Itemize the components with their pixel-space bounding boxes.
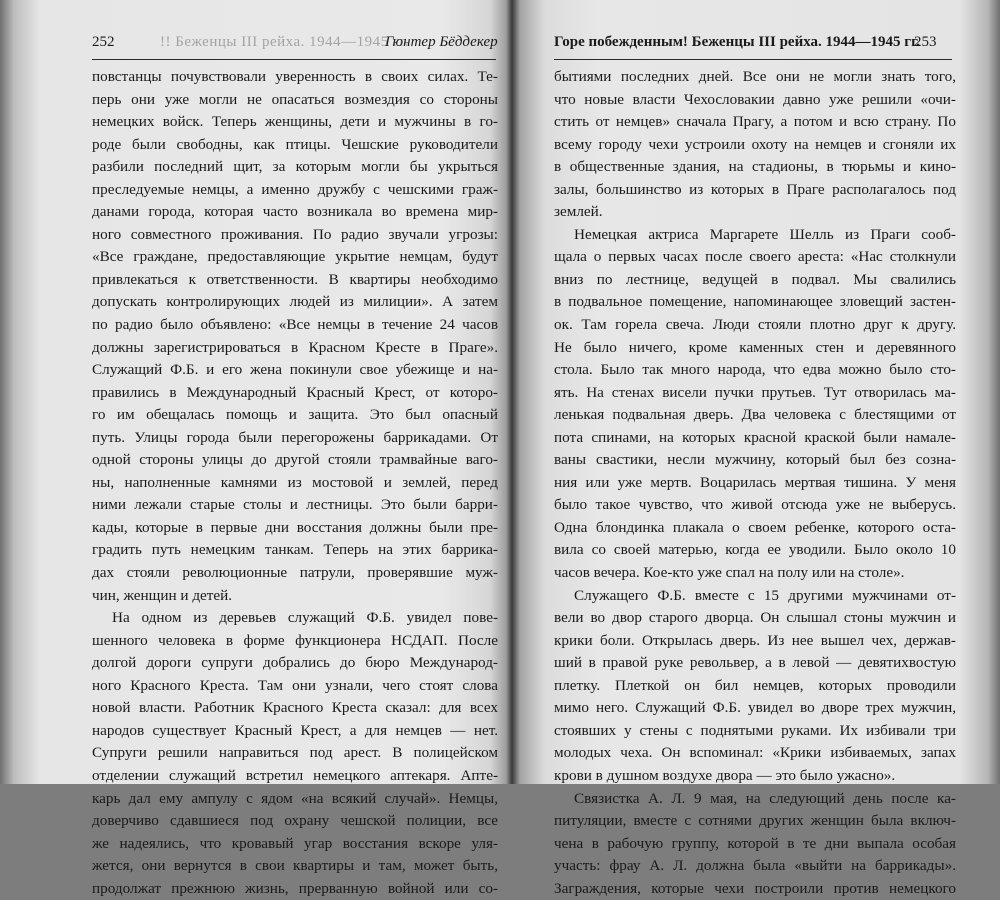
text-line: в общественные здания, на стадионы, в тюрьмы и кино-	[554, 158, 956, 176]
show-through-header: !! Беженцы III рейха. 1944—1945 гг.	[160, 34, 409, 50]
text-line: пота спинами, на которых красной краской были намале-	[554, 428, 956, 446]
text-line: Связистка А. Л. 9 мая, на следующий день после ка-	[574, 789, 956, 807]
left-page-text	[92, 66, 498, 900]
right-page	[512, 0, 1000, 897]
text-line: щала о первых часах после своего ареста: «Нас столкнули	[554, 248, 956, 266]
text-line: ший в правой руке револьвер, а в левой — девятихвостую	[554, 654, 956, 672]
text-line: допускать контролирующих людей из милиции». А затем	[92, 293, 498, 311]
right-header-rule	[554, 59, 952, 60]
text-line: было такое чувство, что живой отсюда уже не выберусь.	[554, 496, 956, 514]
text-line: вила со своей матерью, когда ее уводили. Было около 10	[554, 541, 956, 559]
text-line: привлекаться к ответственности. В квартиры необходимо	[92, 270, 498, 288]
text-line: молодых чеха. Он вспоминал: «Крики избиваемых, запах	[554, 744, 956, 762]
text-line: роде были свободны, как птицы. Чешские руководители	[92, 135, 498, 153]
text-line: градить путь немецким танкам. Теперь на этих баррика-	[92, 541, 498, 559]
text-line: землей.	[554, 203, 603, 221]
text-line: немецких войск. Теперь женщины, дети и мужчины в го-	[92, 113, 498, 131]
text-line: путь. Улицы города были перегорожены баррикадами. От	[92, 428, 498, 446]
text-line: народов существует Красный Крест, а для немцев — нет.	[92, 721, 498, 739]
text-line: ваны свастики, несли мужчину, который был без созна-	[554, 451, 956, 469]
text-line: карь дал ему ампулу с ядом «на всякий случай». Немцы,	[92, 789, 498, 807]
left-header-rule	[92, 59, 496, 60]
text-line: На одном из деревьев служащий Ф.Б. увидел пове-	[112, 609, 498, 627]
text-line: перь они уже могли не опасаться возмездия со стороны	[92, 90, 498, 108]
text-line: что новые власти Чехословакии давно уже решили «очи-	[554, 90, 956, 108]
text-line: преследуемые немцы, а именно дружбу с чешскими граж-	[92, 180, 498, 198]
text-line: ного совместного проживания. По радио звучали угрозы:	[92, 225, 498, 243]
text-line: стоявших у стены с поднятыми руками. Их избивали три	[554, 721, 956, 739]
text-line: «Все граждане, предоставляющие укрытие немцам, будут	[92, 248, 498, 266]
text-line: часов вечера. Кое-кто уже спал на полу или на столе».	[554, 564, 905, 582]
text-line: ять. На стенах висели пучки прутьев. Тут отворилась ма-	[554, 383, 956, 401]
text-line: должны зарегистрироваться в Красном Кресте в Праге».	[92, 338, 498, 356]
text-line: правились в Международный Красный Крест, от которо-	[92, 383, 498, 401]
text-line: крови в душном воздухе двора — это было ужасно».	[554, 766, 896, 784]
text-line: отделении служащий встретил немецкого аптекаря. Апте-	[92, 766, 498, 784]
text-line: одной стороны улицы до другой стояли трамвайные ваго-	[92, 451, 498, 469]
text-line: повстанцы почувствовали уверенность в своих силах. Те-	[92, 68, 498, 85]
text-line: ного Красного Креста. Там они узнали, чего стоят слова	[92, 676, 498, 694]
text-line: мимо него. Служащий Ф.Б. увидел во дворе трех мужчин,	[554, 699, 956, 717]
text-line: ния или уже мертв. Воцарилась мертвая тишина. У меня	[554, 473, 956, 491]
text-line: чена в рабочую группу, которой в те дни выпала особая	[554, 834, 956, 852]
text-line: чин, женщин и детей.	[92, 586, 233, 604]
text-line: вели во двор старого дворца. Он слышал стоны мужчин и	[554, 609, 956, 627]
text-line: дах стояли революционные патрули, проверявшие муж-	[92, 564, 498, 582]
text-line: стола. Было так много народа, что едва можно было сто-	[554, 361, 956, 379]
left-page-number: 252	[92, 34, 115, 50]
text-line: разбили последний щит, за которым могли бы укрыться	[92, 158, 498, 176]
text-line: участь: фрау А. Л. должна была «выйти на баррикады».	[554, 857, 956, 875]
text-line: Супруги решили направиться под арест. В полицейском	[92, 744, 498, 762]
text-line: шенного человека в форме функционера НСДАП. После	[92, 631, 498, 649]
text-line: плетку. Плеткой он бил немцев, которых проводили	[554, 676, 956, 694]
right-running-head: Горе побежденным! Беженцы III рейха. 1944—1945 гг.	[554, 34, 920, 50]
text-line: продолжат прежнюю жизнь, прерванную войной или со-	[92, 879, 498, 897]
text-line: долгой дороги супруги добрались до бюро Международ-	[92, 654, 498, 672]
text-line: же надеялись, что кровавый угар восстания вскоре уля-	[92, 834, 498, 852]
text-line: всему городу чехи устроили охоту на немцев и сгоняли их	[554, 135, 956, 153]
text-line: жется, они вернутся в свои квартиры и там, может быть,	[92, 857, 498, 875]
text-line: по радио было объявлено: «Все немцы в течение 24 часов	[92, 316, 498, 334]
text-line: Одна блондинка плакала о своем ребенке, которого оста-	[554, 518, 956, 536]
left-running-head: Гюнтер Бёддекер	[385, 34, 498, 50]
text-line: в подвальное помещение, напоминающее зловещий застен-	[554, 293, 956, 311]
text-line: ними лежали старые столы и лестницы. Это были барри-	[92, 496, 498, 514]
text-line: бытиями последних дней. Все они не могли знать того,	[554, 68, 956, 85]
text-line: Заграждения, которые чехи построили против немецкого	[554, 879, 956, 897]
text-line: доверчиво сдавшиеся под охрану чешской полиции, все	[92, 812, 498, 830]
text-line: ны, наполненные камнями из мостовой и землей, перед	[92, 473, 498, 491]
text-line: Служащего Ф.Б. вместе с 15 другими мужчинами от-	[574, 586, 956, 604]
text-line: питуляции, вместе с сотнями других женщин была включ-	[554, 812, 956, 830]
right-page-number: 253	[914, 34, 937, 50]
text-line: новой власти. Работник Красного Креста сказал: для всех	[92, 699, 498, 717]
text-line: Не было ничего, кроме каменных стен и деревянного	[554, 338, 956, 356]
text-line: залы, большинство из которых в Праге располагалось под	[554, 180, 956, 198]
text-line: данами города, которая часто возникала во времена мир-	[92, 203, 498, 221]
text-line: ленькая подвальная дверь. Два человека с блестящими от	[554, 406, 956, 424]
text-line: вниз по лестнице, ведущей в подвал. Мы свалились	[554, 270, 956, 288]
text-line: ок. Там горела свеча. Люди стояли плотно друг к другу.	[554, 316, 956, 334]
text-line: Немецкая актриса Маргарете Шелль из Праги сооб-	[574, 225, 956, 243]
right-page-text	[554, 66, 956, 900]
text-line: го им обещалась помощь и защита. Это был опасный	[92, 406, 498, 424]
text-line: кады, которые в первые дни восстания должны были пре-	[92, 518, 498, 536]
text-line: крики боли. Открылась дверь. Из нее вышел чех, держав-	[554, 631, 956, 649]
text-line: Служащий Ф.Б. и его жена покинули свое убежище и на-	[92, 361, 498, 379]
text-line: стить от немцев» сначала Прагу, а потом и всю страну. По	[554, 113, 956, 131]
